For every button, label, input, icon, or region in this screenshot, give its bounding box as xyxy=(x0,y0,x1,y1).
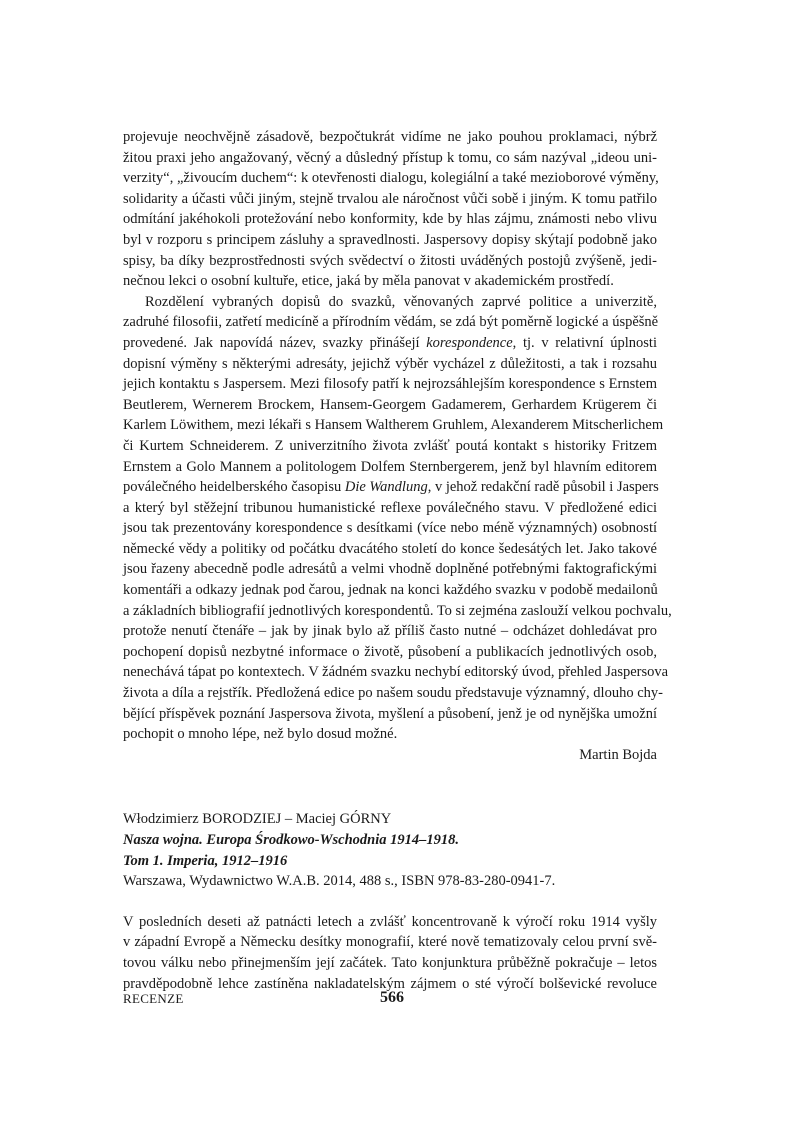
review-authors: Włodzimierz BORODZIEJ – Maciej GÓRNY xyxy=(123,811,392,828)
text-line: spisy, ba díky bezprostřednosti svých svědectví o žitosti uváděných postojů zvýšeně, jedi- xyxy=(123,252,657,269)
text-line: či Kurtem Schneiderem. Z univerzitního života zvlášť poutá kontakt s historiky Fritzem xyxy=(123,437,657,454)
text-line: jejich kontaktu s Jaspersem. Mezi filosofy patří k nejrozsáhlejším korespondence s Ernstem xyxy=(123,376,657,393)
text-line: života a díla a rejstřík. Předložená edice po našem soudu představuje významný, dlouho chy- xyxy=(123,685,663,702)
text-line: solidarity a účasti vůči jiným, stejně trvalou ale náročnost vůči sobě i jiným. K tomu patřilo xyxy=(123,190,657,207)
text-line: zadruhé filosofii, zatřetí medicíně a přírodním vědám, se zdá být poměrně logické a úspěšně xyxy=(123,314,659,331)
text-line: bějící příspěvek poznání Jaspersova života, myšlení a působení, jenž je od nynějška umožní xyxy=(123,705,657,722)
text-line: v západní Evropě a Německu desítky monografií, které nově tematizovaly celou první svě- xyxy=(123,934,657,951)
footer-section-label: RECENZE xyxy=(123,991,184,1006)
italic-journal-title: Die Wandlung xyxy=(344,479,428,496)
text-line xyxy=(123,333,657,354)
text-line: pochopit o mnoho lépe, než bylo dosud možné. xyxy=(123,726,398,743)
review-book-volume: Tom 1. Imperia, 1912–1916 xyxy=(123,852,288,869)
text-run: , tj. v relativní úplnosti xyxy=(512,334,657,351)
text-line: byl v rozporu s principem zásluhy a spravedlnosti. Jaspersovy dopisy skýtají podobně jako xyxy=(123,231,657,248)
page-number: 566 xyxy=(380,989,404,1006)
text-line: žitou praxi jeho angažovaný, věcný a důsledný přístup k tomu, co sám nazýval „ideou uni- xyxy=(123,149,657,166)
text-line: dopisní výměny s některými adresáty, jejichž výběr vycházel z důležitosti, a tak i rozsahu xyxy=(123,355,657,372)
text-run: poválečného heidelberského časopisu xyxy=(123,479,345,496)
text-line: jsou řazeny abecedně podle adresátů a velmi vhodně doplněné potřebnými faktografickými xyxy=(123,561,657,578)
text-line: odmítání jakéhokoli protežování nebo konformity, kde by hlas zájmu, známosti nebo vlivu xyxy=(123,211,657,228)
text-run: provedené. Jak napovídá název, svazky přinášejí xyxy=(123,334,427,351)
review-header xyxy=(123,809,657,891)
text-line xyxy=(123,477,657,498)
review-book-title: Nasza wojna. Europa Środkowo-Wschodnia 1914–1918. xyxy=(123,832,459,848)
text-line: a základních bibliografií jednotlivých korespondentů. To si zejména zaslouží velkou pochvalu, xyxy=(123,602,672,619)
text-line: a který byl stěžejní tribunou humanistické reflexe poválečného stavu. V předložené edici xyxy=(123,499,657,516)
review-paragraph xyxy=(123,912,657,994)
text-line: Karlem Löwithem, mezi lékaři s Hansem Waltherem Gruhlem, Alexanderem Mitscherlichem xyxy=(123,417,664,434)
text-line: jsou tak prezentovány korespondence s desítkami (více nebo méně významných) osobností xyxy=(123,520,657,537)
text-line: pravděpodobně lehce zastíněna nakladatelským zájmem o sté výročí bolševické revoluce xyxy=(123,975,657,992)
text-line: V posledních deseti až patnácti letech a zvlášť koncentrovaně k výročí roku 1914 vyšly xyxy=(123,913,657,930)
text-line: nečnou lekci o osobní kultuře, etice, jaká by měla panovat v akademickém prostředí. xyxy=(123,273,614,290)
text-line: Beutlerem, Wernerem Brockem, Hansem-Georgem Gadamerem, Gerhardem Krügerem či xyxy=(123,396,657,413)
section-gap xyxy=(123,765,657,809)
text-line: verzity“, „živoucím duchem“: k otevřenosti dialogu, kolegiální a také mezioborové výměny, xyxy=(123,170,659,187)
text-line: protože nenutí čtenáře – jak by jinak bylo až příliš často nutné – odcházet dohledávat pro xyxy=(123,623,657,640)
paragraph-jaspers-conclusion xyxy=(123,127,657,292)
review-publication-info: Warszawa, Wydawnictwo W.A.B. 2014, 488 s., ISBN 978-83-280-0941-7. xyxy=(123,873,556,890)
paragraph-edition-structure xyxy=(123,292,672,745)
text-line: komentáři a odkazy jednak pod čarou, jednak na konci každého svazku v podobě medailonů xyxy=(123,582,658,599)
section-gap xyxy=(123,892,657,912)
text-run: , v jehož redakční radě působil i Jaspers xyxy=(427,479,659,496)
page-text-block xyxy=(123,127,672,994)
italic-term-korespondence: korespondence xyxy=(426,334,513,351)
text-line: projevuje neochvějně zásadově, bezpočtukrát vidíme ne jako pouhou proklamaci, nýbrž xyxy=(123,129,657,145)
text-line: Rozdělení vybraných dopisů do svazků, věnovaných zaprvé politice a univerzitě, xyxy=(145,293,657,310)
page-footer xyxy=(123,989,657,1013)
text-line: pochopení dopisů nezbytné informace o životě, působení a publikacích jednotlivých osob, xyxy=(123,643,657,660)
text-line: německé vědy a politiky od počátku dvacátého století do konce šedesátých let. Jako takové xyxy=(123,540,657,557)
text-line: tovou válku nebo přinejmenším její začátek. Tato konjunktura průběžně pokračuje – letos xyxy=(123,954,657,971)
text-line: Ernstem a Golo Mannem a politologem Dolfem Sternbergerem, jenž byl hlavním editorem xyxy=(123,458,657,475)
review-signature: Martin Bojda xyxy=(579,746,657,763)
text-line: nenechává tápat po kontextech. V žádném svazku nechybí editorský úvod, přehled Jaspersova xyxy=(123,664,669,681)
